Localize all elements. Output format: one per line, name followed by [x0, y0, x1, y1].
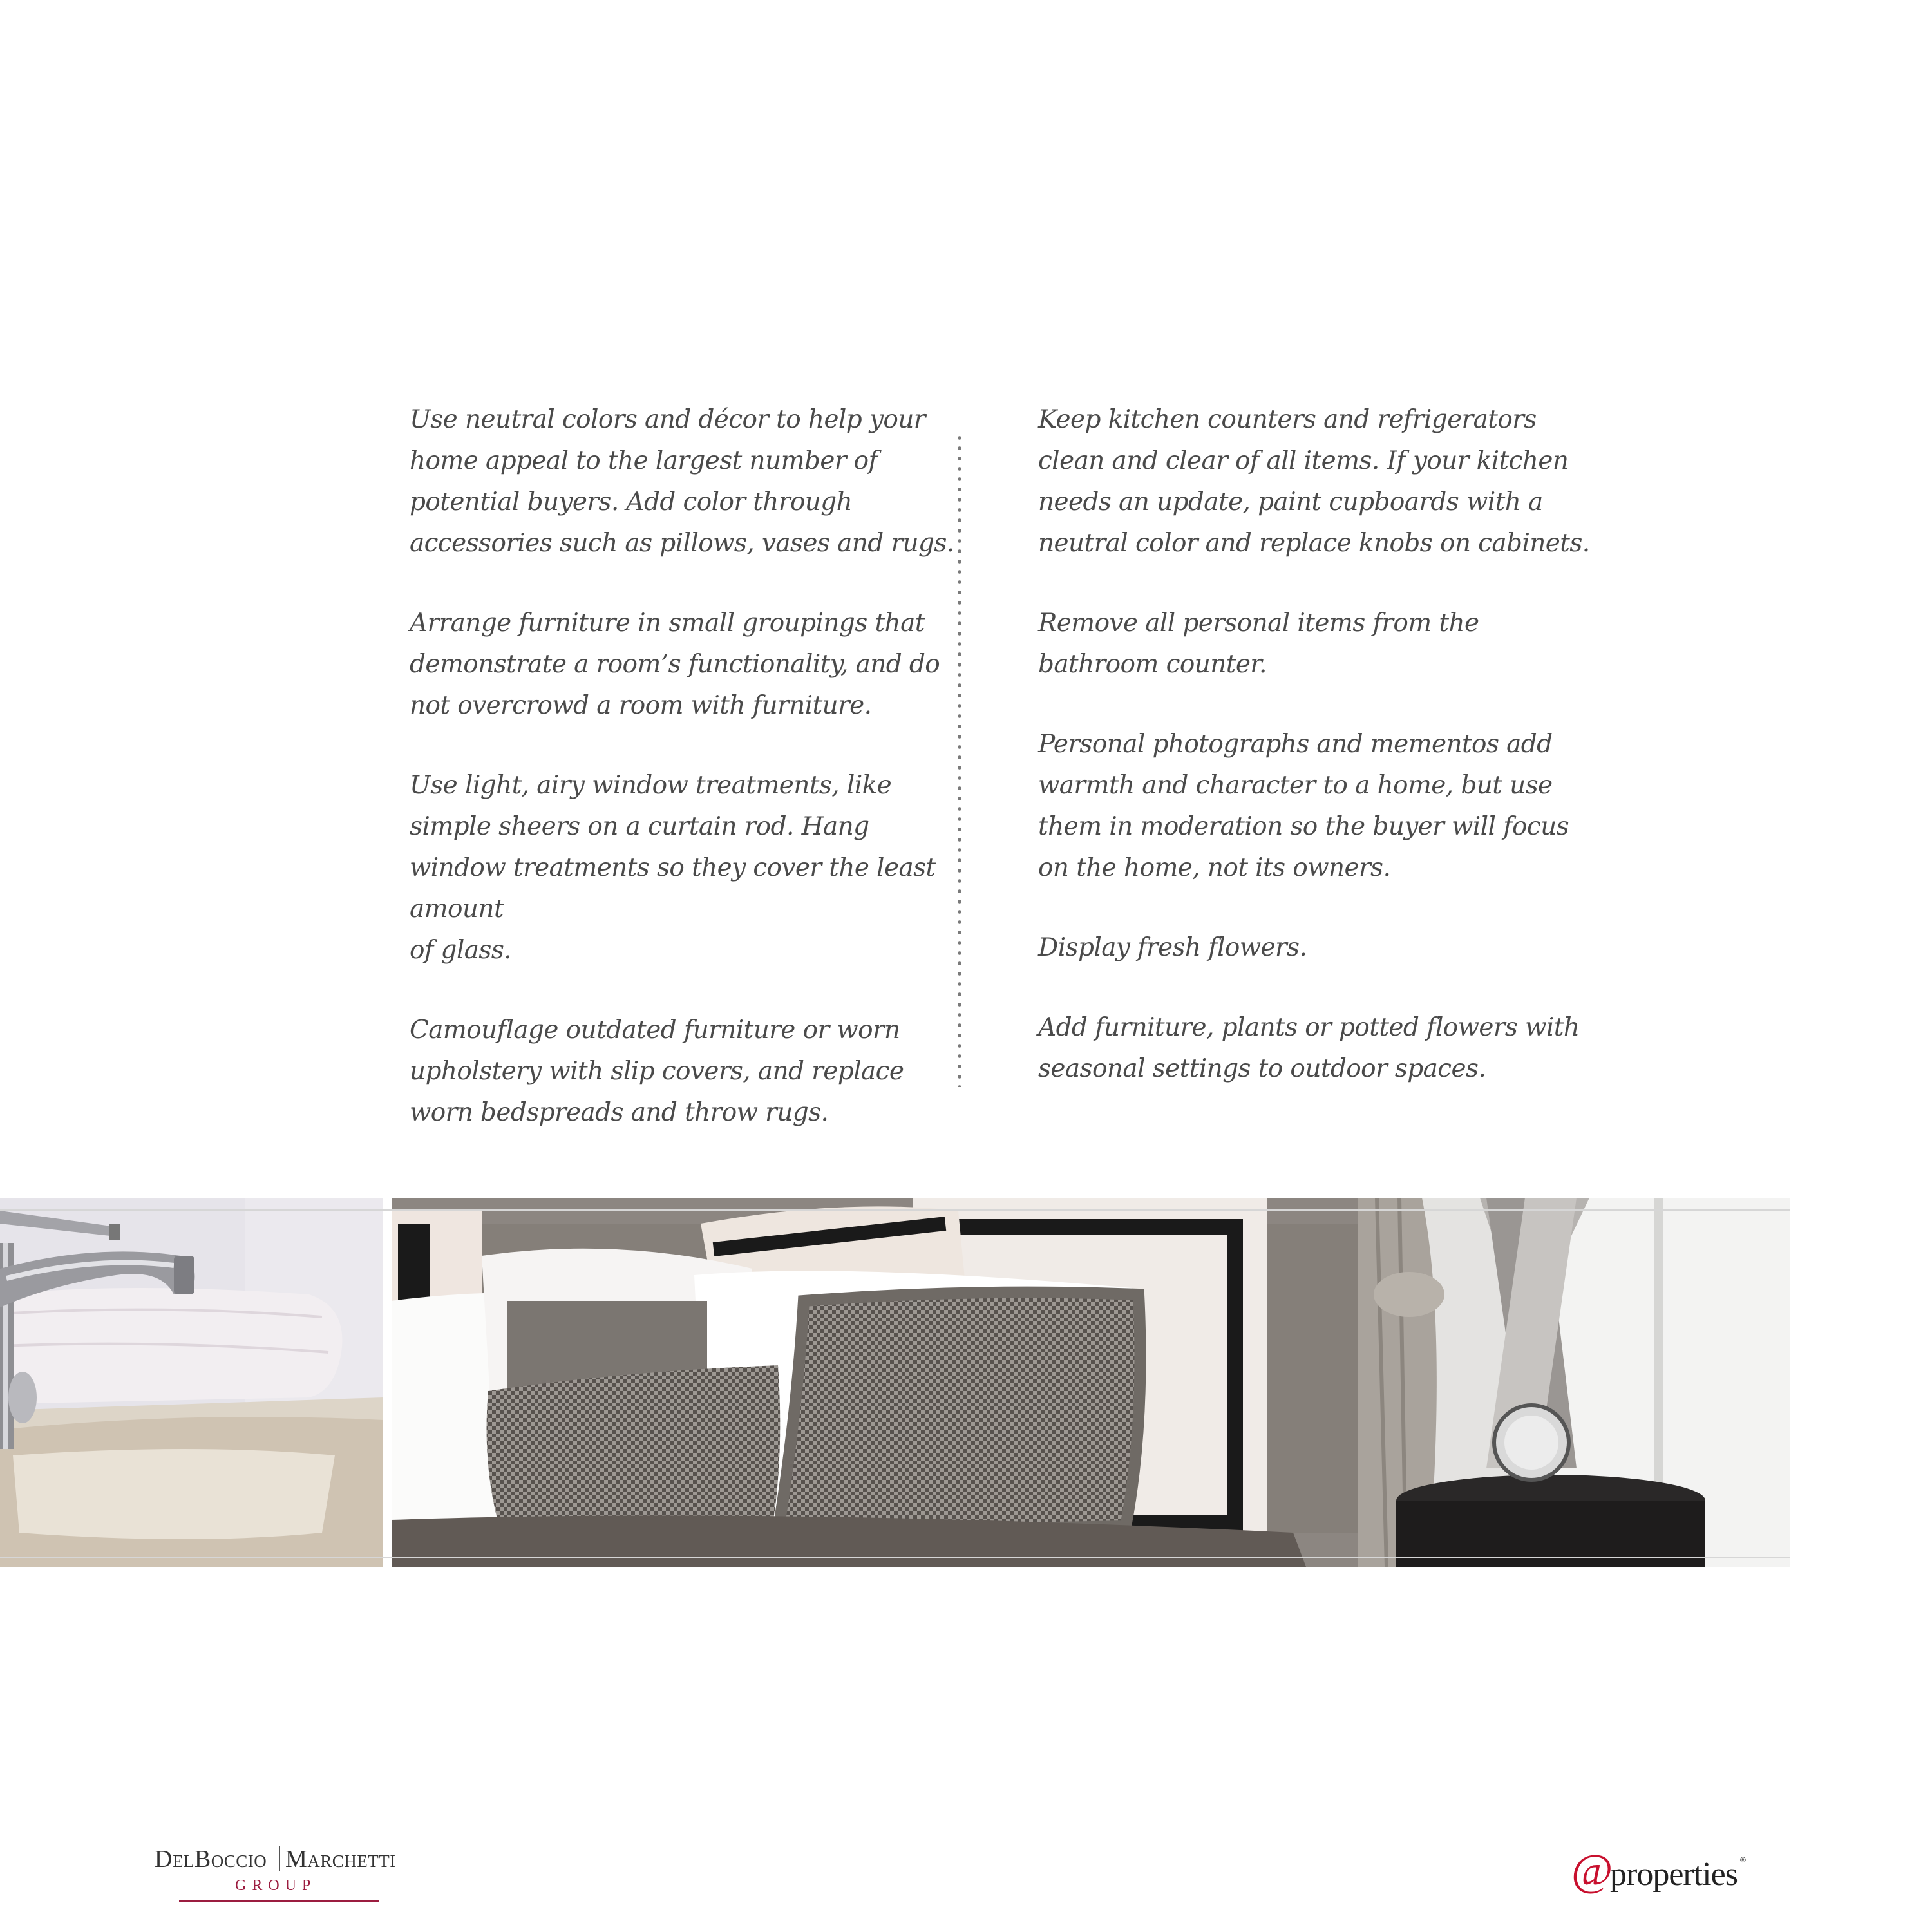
- text-line: Display fresh flowers.: [1038, 933, 1307, 962]
- tip-paragraph: [1038, 927, 1592, 969]
- text-line: upholstery with slip covers, and replace: [410, 1057, 904, 1086]
- tip-paragraph: [1038, 603, 1592, 685]
- text-line: warmth and character to a home, but use: [1038, 771, 1553, 800]
- tip-paragraph: [410, 603, 938, 726]
- text-line: neutral color and replace knobs on cabinets.: [1038, 529, 1590, 558]
- text-line: of glass.: [410, 936, 512, 965]
- text-line: home appeal to the largest number of: [410, 446, 878, 475]
- photo-strip-top-rule: [0, 1209, 1790, 1211]
- text-line: on the home, not its owners.: [1038, 853, 1391, 882]
- text-line: accessories such as pillows, vases and rugs.: [410, 529, 954, 558]
- text-line: simple sheers on a curtain rod. Hang: [410, 812, 869, 841]
- registered-mark: ®: [1740, 1855, 1746, 1864]
- tip-paragraph: [1038, 1007, 1592, 1090]
- logo-word-marchetti: Marchetti: [285, 1846, 396, 1873]
- tip-paragraph: [1038, 724, 1592, 889]
- logo-at-symbol: @: [1571, 1846, 1613, 1895]
- at-properties-logo: [1571, 1846, 1758, 1898]
- bedroom-pillows-photo: [392, 1198, 1790, 1567]
- text-line: needs an update, paint cupboards with a: [1038, 488, 1543, 516]
- tip-paragraph: [410, 1010, 938, 1133]
- text-line: worn bedspreads and throw rugs.: [410, 1098, 829, 1127]
- text-line: Remove all personal items from the: [1038, 609, 1479, 638]
- tip-paragraph: [410, 765, 938, 971]
- text-line: Use neutral colors and décor to help your: [410, 405, 925, 434]
- right-text-column: [1038, 399, 1592, 1128]
- tip-paragraph: [1038, 399, 1592, 564]
- text-line: Arrange furniture in small groupings that: [410, 609, 925, 638]
- bathroom-faucet-photo: [0, 1198, 383, 1567]
- logo-word-properties: properties: [1610, 1856, 1738, 1893]
- text-line: window treatments so they cover the least: [410, 853, 936, 882]
- text-line: Personal photographs and mementos add: [1038, 730, 1553, 759]
- text-line: them in moderation so the buyer will focus: [1038, 812, 1569, 841]
- text-line: seasonal settings to outdoor spaces.: [1038, 1054, 1486, 1083]
- left-text-column: [410, 399, 954, 1172]
- delboccio-marchetti-group-logo: [155, 1845, 402, 1907]
- text-line: potential buyers. Add color through: [410, 488, 853, 516]
- logo-word-group: GROUP: [235, 1877, 317, 1894]
- text-line: clean and clear of all items. If your kitchen: [1038, 446, 1569, 475]
- text-line: Keep kitchen counters and refrigerators: [1038, 405, 1537, 434]
- tip-paragraph: [410, 399, 954, 564]
- text-line: bathroom counter.: [1038, 650, 1267, 679]
- logo-word-delboccio: DelBoccio: [155, 1846, 267, 1873]
- text-line: Use light, airy window treatments, like: [410, 771, 892, 800]
- text-line: Camouflage outdated furniture or worn: [410, 1016, 900, 1045]
- text-line: demonstrate a room’s functionality, and do: [410, 650, 940, 679]
- dotted-column-divider: [958, 433, 961, 1087]
- logo-underline: [179, 1900, 379, 1902]
- logo-separator: [279, 1846, 280, 1871]
- text-line: amount: [410, 895, 504, 923]
- text-line: Add furniture, plants or potted flowers with: [1038, 1013, 1580, 1042]
- photo-strip-bottom-rule: [0, 1557, 1790, 1558]
- text-line: not overcrowd a room with furniture.: [410, 691, 872, 720]
